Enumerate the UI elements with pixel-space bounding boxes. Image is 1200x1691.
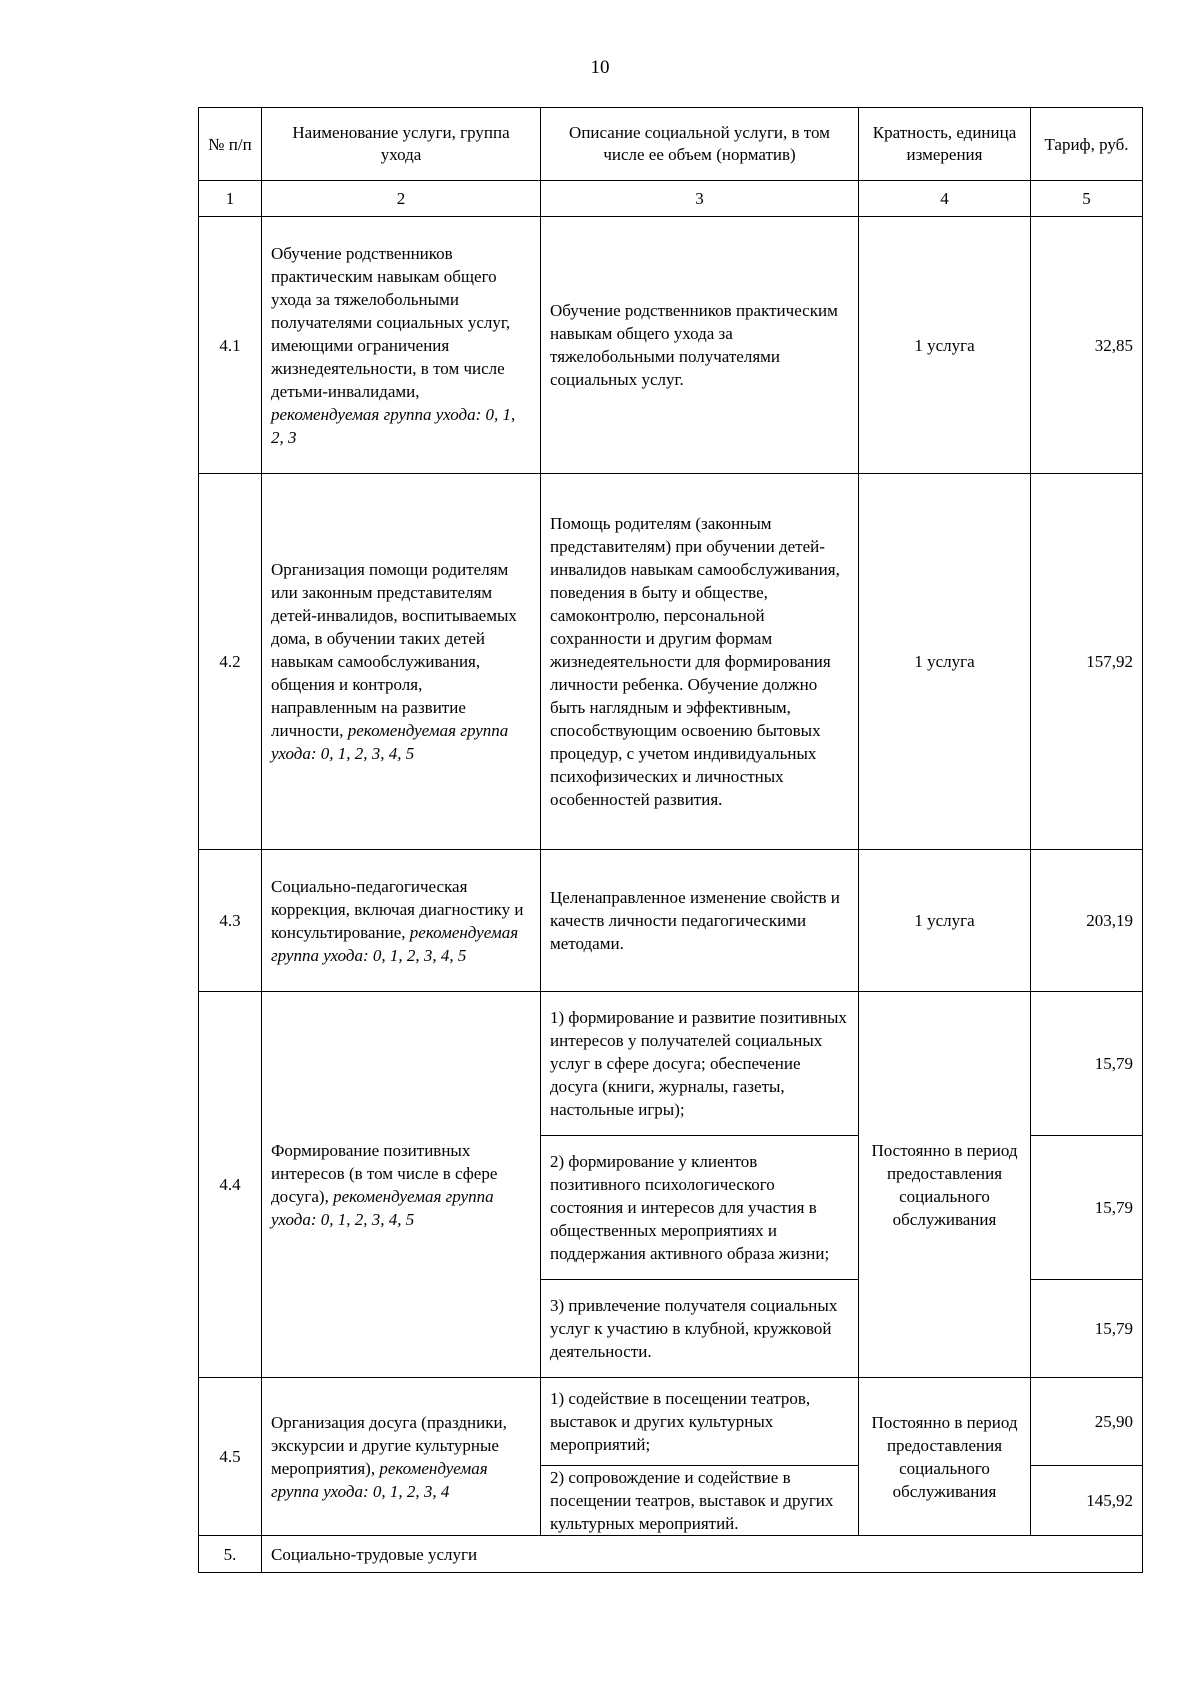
row-number: 5. [199, 1536, 262, 1573]
header-unit: Кратность, единица измерения [859, 108, 1031, 181]
service-description: 3) привлечение получателя социальных услуг к участию в клубной, кружковой деятельности. [541, 1280, 859, 1378]
page-number: 10 [590, 57, 610, 78]
column-number: 1 [199, 181, 262, 217]
service-unit: 1 услуга [859, 474, 1031, 850]
care-group: рекомендуемая группа ухода: 0, 1, 2, 3 [271, 404, 516, 447]
header-number: № п/п [199, 108, 262, 181]
service-unit: Постоянно в период предоставления социального обслуживания [859, 992, 1031, 1378]
table-row [199, 992, 1143, 1136]
header-service-name: Наименование услуги, группа ухода [262, 108, 541, 181]
table-row [199, 474, 1143, 850]
service-unit: 1 услуга [859, 217, 1031, 474]
section-title: Социально-трудовые услуги [262, 1536, 1143, 1573]
service-description: 2) формирование у клиентов позитивного психологического состояния и интересов для участия в общественных мероприятиях и поддержания активного образа жизни; [541, 1136, 859, 1280]
service-description: Помощь родителям (законным представителям) при обучении детей-инвалидов навыкам самообслуживания, поведения в быту и обществе, самоконтролю, персональной сохранности и другим формам жизнедеятельности для формирования личности ребенка. Обучение должно быть наглядным и эффективным, способствующим освоению бытовых процедур, с учетом индивидуальных психофизических и личностных особенностей развития. [541, 474, 859, 850]
row-number: 4.5 [199, 1378, 262, 1536]
service-tariff: 15,79 [1031, 1280, 1143, 1378]
care-group: рекомендуемая группа ухода: 0, 1, 2, 3, 4 [271, 1458, 488, 1501]
service-tariff: 15,79 [1031, 1136, 1143, 1280]
services-tariff-table [198, 107, 1143, 1573]
service-unit: 1 услуга [859, 850, 1031, 992]
row-number: 4.3 [199, 850, 262, 992]
column-number: 4 [859, 181, 1031, 217]
service-name-cell [262, 992, 541, 1378]
care-group: рекомендуемая группа ухода: 0, 1, 2, 3, 4, 5 [271, 1186, 494, 1229]
care-group: рекомендуемая группа ухода: 0, 1, 2, 3, 4, 5 [271, 721, 509, 763]
column-number: 2 [262, 181, 541, 217]
service-name: Социально-педагогическая коррекция, включая диагностику и консультирование, [271, 876, 524, 942]
header-description: Описание социальной услуги, в том числе ее объем (норматив) [541, 108, 859, 181]
service-tariff: 145,92 [1031, 1466, 1143, 1536]
service-name-cell [262, 1378, 541, 1536]
service-name: Организация помощи родителям или законным представителям детей-инвалидов, воспитываемых дома, в обучении таких детей навыкам самообслуживания, общения и контроля, направленным на развитие личности, [271, 560, 517, 740]
table-row [199, 1536, 1143, 1573]
service-tariff: 25,90 [1031, 1378, 1143, 1466]
row-number: 4.1 [199, 217, 262, 474]
service-name: Формирование позитивных интересов (в том числе в сфере досуга), [271, 1140, 498, 1206]
column-number: 5 [1031, 181, 1143, 217]
column-numbers-row [199, 181, 1143, 217]
row-number: 4.4 [199, 992, 262, 1378]
table-row [199, 850, 1143, 992]
row-number: 4.2 [199, 474, 262, 850]
service-name: Организация досуга (праздники, экскурсии и другие культурные мероприятия), [271, 1412, 507, 1478]
service-description: 1) формирование и развитие позитивных интересов у получателей социальных услуг в сфере досуга; обеспечение досуга (книги, журналы, газеты, настольные игры); [541, 992, 859, 1136]
care-group: рекомендуемая группа ухода: 0, 1, 2, 3, 4, 5 [271, 922, 519, 965]
service-unit: Постоянно в период предоставления социального обслуживания [859, 1378, 1031, 1536]
service-name-cell [262, 217, 541, 474]
table-header-row [199, 108, 1143, 181]
service-description: Целенаправленное изменение свойств и качеств личности педагогическими методами. [541, 850, 859, 992]
table-row [199, 1378, 1143, 1466]
service-name-cell [262, 850, 541, 992]
service-name: Обучение родственников практическим навыкам общего ухода за тяжелобольными получателями социальных услуг, имеющими ограничения жизнедеятельности, в том числе детьми-инвалидами, [271, 243, 511, 401]
service-description: Обучение родственников практическим навыкам общего ухода за тяжелобольными получателями социальных услуг. [541, 217, 859, 474]
service-tariff: 32,85 [1031, 217, 1143, 474]
service-tariff: 203,19 [1031, 850, 1143, 992]
service-description: 2) сопровождение и содействие в посещении театров, выставок и других культурных мероприятий. [541, 1466, 859, 1536]
service-tariff: 15,79 [1031, 992, 1143, 1136]
header-tariff: Тариф, руб. [1031, 108, 1143, 181]
service-tariff: 157,92 [1031, 474, 1143, 850]
service-description: 1) содействие в посещении театров, выставок и других культурных мероприятий; [541, 1378, 859, 1466]
column-number: 3 [541, 181, 859, 217]
service-name-cell [262, 474, 541, 850]
table-row [199, 217, 1143, 474]
